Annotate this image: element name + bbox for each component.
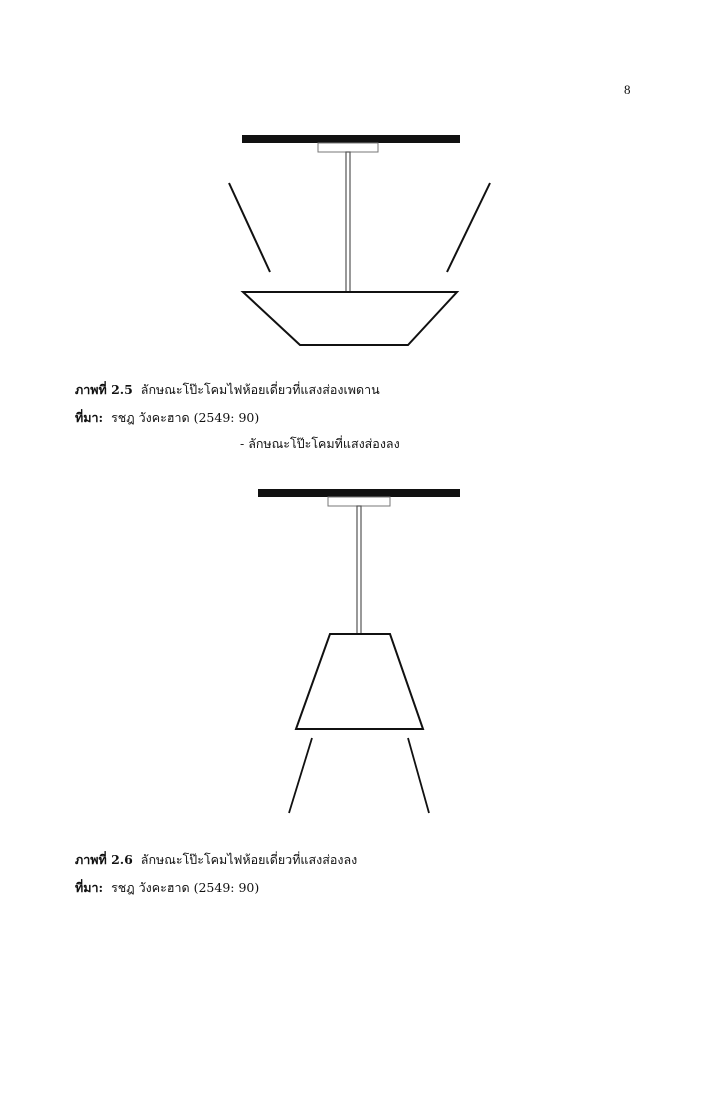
subheading: - ลักษณะโป๊ะโคมที่แสงส่องลง <box>240 436 400 451</box>
ceiling-mount <box>328 497 390 506</box>
ceiling-bar <box>242 135 460 143</box>
figure-1-caption <box>75 382 380 398</box>
figure-2-caption <box>75 852 357 868</box>
figure-pendant-lamp-uplight <box>210 125 510 355</box>
lamp-rod <box>357 506 361 634</box>
ceiling-mount <box>318 143 378 152</box>
figure-1-source-text: รชฎ วังคะฮาด (2549: 90) <box>111 410 260 425</box>
figure-pendant-lamp-downlight <box>240 480 480 820</box>
figure-2-caption-text: ลักษณะโป๊ะโคมไฟห้อยเดี่ยวที่แสงส่องลง <box>140 852 358 867</box>
lamp-rod <box>346 152 350 292</box>
figure-2-source-text: รชฎ วังคะฮาด (2549: 90) <box>111 880 260 895</box>
figure-2-label: ภาพที่ 2.6 <box>75 852 133 867</box>
light-ray-right <box>447 183 490 272</box>
figure-1-caption-text: ลักษณะโป๊ะโคมไฟห้อยเดี่ยวที่แสงส่องเพดาน <box>140 382 380 397</box>
ceiling-bar <box>258 489 460 497</box>
figure-1-source <box>75 410 259 426</box>
figure-2-source <box>75 880 259 896</box>
lamp-shade <box>296 634 423 729</box>
figure-1-label: ภาพที่ 2.5 <box>75 382 133 397</box>
light-ray-right <box>408 738 429 813</box>
light-ray-left <box>289 738 312 813</box>
light-ray-left <box>229 183 270 272</box>
page-number: 8 <box>624 82 631 97</box>
figure-2-source-label: ที่มา: <box>75 880 104 895</box>
lamp-shade <box>243 292 457 345</box>
figure-1-source-label: ที่มา: <box>75 410 104 425</box>
